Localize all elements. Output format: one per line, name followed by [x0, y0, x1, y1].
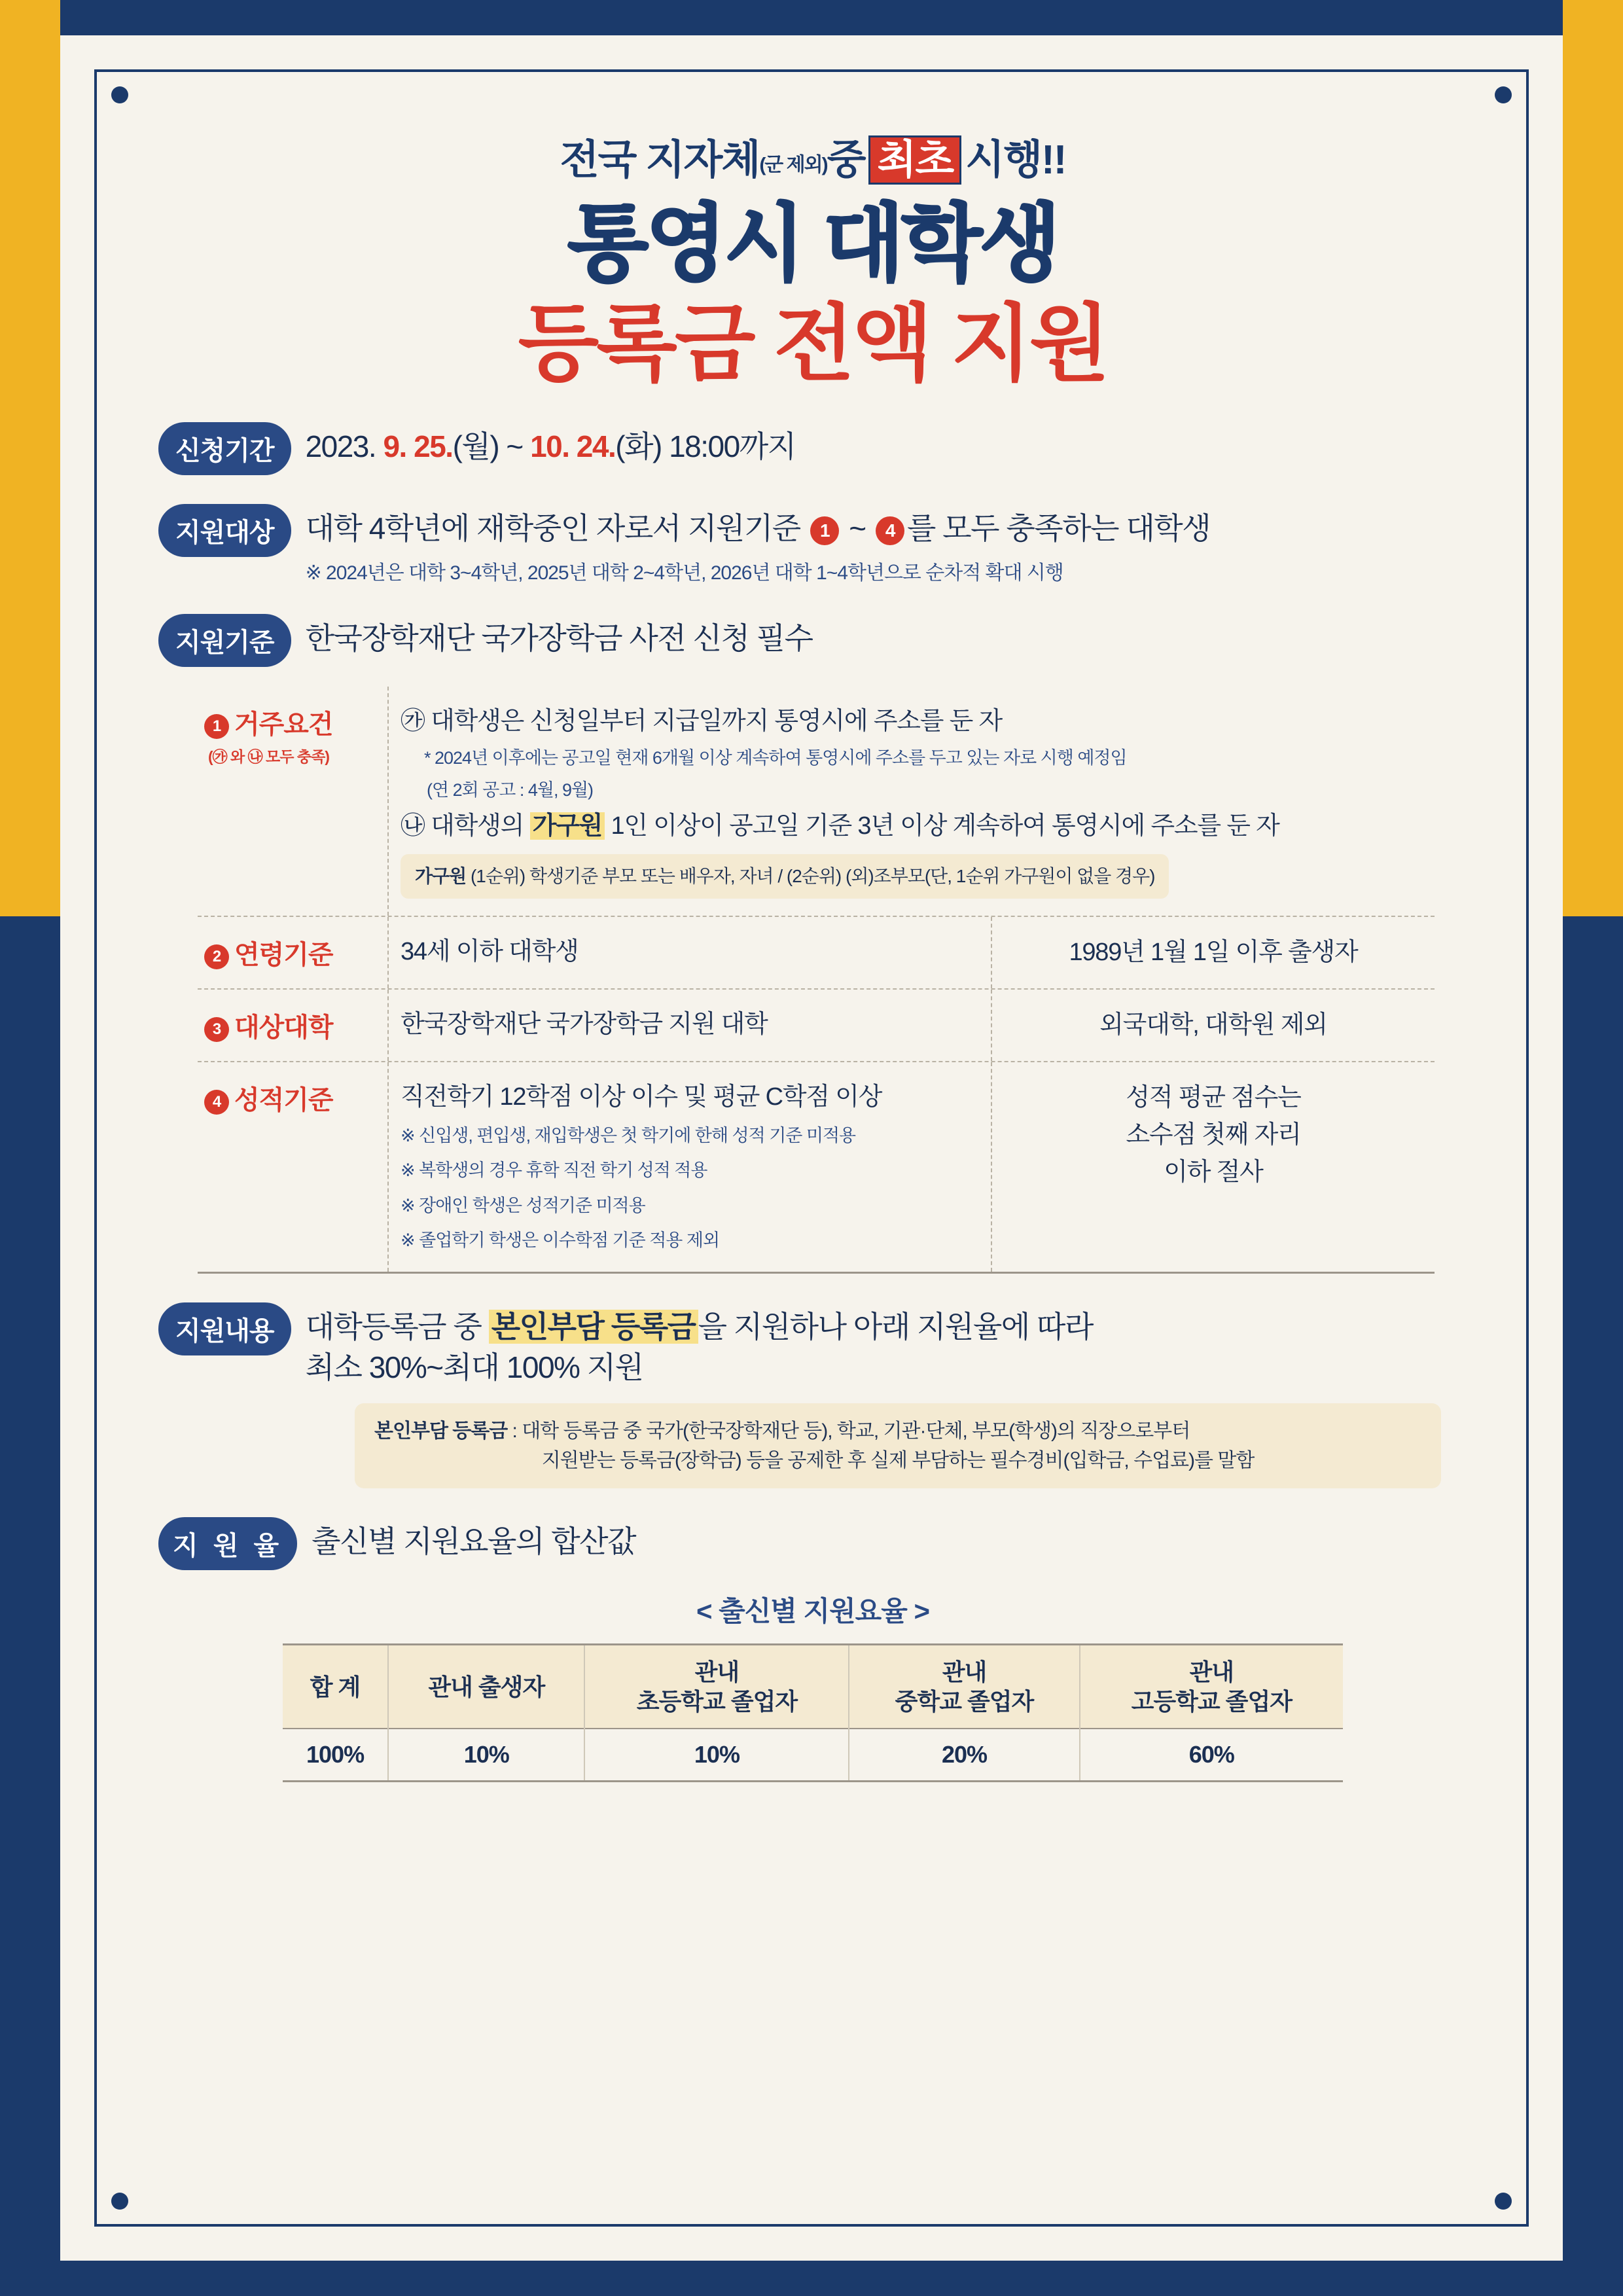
eligibility-num-4: 4 [876, 516, 904, 545]
criteria-table-bottom-rule [198, 1272, 1435, 1274]
criteria-row-age [198, 916, 1435, 988]
self-paid-note-line1 [374, 1416, 1421, 1446]
rate-header-total [283, 1645, 388, 1729]
section-criteria [158, 614, 1467, 667]
criteria-label-residence [198, 687, 387, 916]
criteria-label-grades [198, 1062, 387, 1272]
criteria-number-1: 1 [204, 714, 229, 739]
self-paid-note-line2: 지원받는 등록금(장학금) 등을 공제한 후 실제 부담하는 필수경비(입학금, 수업료)를 말함 [541, 1450, 1255, 1472]
table-row [283, 1729, 1343, 1782]
residence-note-1: * 2024년 이후에는 공고일 현재 6개월 이상 계속하여 통영시에 주소를 두고 있는 자로 시행 예정임 [424, 748, 1127, 768]
eyebrow-line [158, 127, 1467, 185]
criteria-body-residence [387, 687, 1435, 916]
criteria-right-age: 1989년 1월 1일 이후 출생자 [991, 917, 1435, 988]
label-criteria: 지원기준 [158, 614, 291, 667]
rate-header-middle [849, 1645, 1079, 1729]
rate-header-elementary [584, 1645, 849, 1729]
criteria-name-3: 대상대학 [234, 1013, 333, 1043]
gold-side-bar-right [1563, 0, 1623, 916]
support-line-1 [306, 1306, 1093, 1347]
section-eligibility [158, 504, 1467, 585]
grades-right-line1: 성적 평균 점수는 [1126, 1084, 1301, 1112]
rate-table-body [283, 1729, 1343, 1782]
poster-content [158, 127, 1467, 1782]
grades-note-3: ※ 장애인 학생은 성적기준 미적용 [401, 1195, 645, 1215]
residence-b-post: 1인 이상이 공고일 기준 3년 이상 계속하여 통영시에 주소를 둔 자 [605, 812, 1279, 840]
criteria-label-university [198, 990, 387, 1061]
label-support-rate: 지 원 율 [158, 1517, 297, 1570]
section-support-rate [158, 1517, 1467, 1570]
residence-line-a: ㉮ 대학생은 신청일부터 지급일까지 통영시에 주소를 둔 자 [401, 708, 1002, 736]
eligibility-mid: ~ [842, 511, 873, 546]
residence-b-highlight: 가구원 [530, 812, 605, 840]
criteria-name-1: 거주요건 [234, 710, 333, 740]
eyebrow-pre: 전국 지자체 [560, 137, 760, 183]
eyebrow-post: 시행!! [965, 137, 1066, 183]
household-note-label: 가구원 [415, 865, 467, 886]
label-support-content: 지원내용 [158, 1302, 291, 1355]
eligibility-pre: 대학 4학년에 재학중인 자로서 지원기준 [305, 511, 808, 546]
rate-value-total: 100% [306, 1741, 365, 1768]
period-mid: (월) ~ [452, 429, 531, 464]
grades-note-1: ※ 신입생, 편입생, 재입학생은 첫 학기에 한해 성적 기준 미적용 [401, 1126, 856, 1146]
criteria-name-4: 성적기준 [234, 1086, 333, 1115]
support-rate-table [283, 1643, 1343, 1782]
criteria-right-university: 외국대학, 대학원 제외 [991, 990, 1435, 1061]
rate-value-born: 10% [388, 1729, 584, 1782]
rate-value-middle: 20% [849, 1729, 1079, 1782]
eyebrow-highlight: 최초 [868, 135, 961, 185]
eligibility-post: 를 모두 충족하는 대학생 [906, 511, 1211, 546]
criteria-name-2: 연령기준 [234, 941, 333, 970]
criteria-number-3: 3 [204, 1017, 229, 1042]
eligibility-num-1: 1 [810, 516, 839, 545]
navy-side-bar-left [0, 916, 60, 2296]
corner-dot-bottom-right [1495, 2193, 1512, 2210]
poster-sheet [60, 35, 1563, 2261]
criteria-number-4: 4 [204, 1090, 229, 1115]
rate-table-head [283, 1645, 1343, 1729]
criteria-number-2: 2 [204, 944, 229, 969]
rate-value-high: 60% [1080, 1729, 1343, 1782]
eyebrow-mid: 중 [827, 137, 865, 183]
rate-header-elementary-l1: 관내 [694, 1659, 740, 1686]
rate-header-elementary-l2: 초등학교 졸업자 [636, 1688, 798, 1715]
criteria-sub-1: (㉮ 와 ㉯ 모두 충족) [208, 748, 329, 766]
rate-header-middle-l2: 중학교 졸업자 [895, 1688, 1034, 1715]
grades-right-line3: 이하 절사 [1164, 1158, 1263, 1187]
corner-dot-bottom-left [111, 2193, 128, 2210]
rate-header-high-l2: 고등학교 졸업자 [1131, 1688, 1292, 1715]
eligibility-note: ※ 2024년은 대학 3~4학년, 2025년 대학 2~4학년, 2026년 대학 1~4학년으로 순차적 확대 시행 [305, 562, 1063, 584]
residence-line-b [401, 808, 1423, 844]
criteria-row-residence [198, 687, 1435, 916]
criteria-body-grades [387, 1062, 991, 1272]
grades-note-2: ※ 복학생의 경우 휴학 직전 학기 성적 적용 [401, 1160, 707, 1181]
rate-value-elementary: 10% [584, 1729, 849, 1782]
criteria-body-university: 한국장학재단 국가장학금 지원 대학 [387, 990, 991, 1061]
corner-dot-top-left [111, 86, 128, 103]
rate-header-born-l1: 관내 출생자 [428, 1673, 545, 1700]
section-application-period [158, 422, 1467, 475]
corner-dot-top-right [1495, 86, 1512, 103]
period-pre: 2023. [305, 429, 383, 464]
gold-side-bar-left [0, 0, 60, 916]
rate-header-middle-l1: 관내 [942, 1659, 987, 1686]
household-note-text: (1순위) 학생기준 부모 또는 배우자, 자녀 / (2순위) (외)조부모(단, 1순위 가구원이 없을 경우) [470, 865, 1155, 886]
application-period-text [306, 422, 796, 467]
section-support-content [158, 1302, 1467, 1388]
self-paid-note-text1: : 대학 등록금 중 국가(한국장학재단 등), 학교, 기관·단체, 부모(학생)의 직장으로부터 [507, 1420, 1190, 1443]
eyebrow-paren: (군 제외) [759, 154, 827, 176]
support-rate-headline: 출신별 지원요율의 합산값 [312, 1524, 636, 1559]
support-line1-highlight: 본인부담 등록금 [489, 1310, 698, 1344]
self-paid-note-label: 본인부담 등록금 [374, 1420, 508, 1443]
criteria-table [198, 687, 1435, 1274]
criteria-right-grades [991, 1062, 1435, 1272]
rate-header-born [388, 1645, 584, 1729]
grades-note-4: ※ 졸업학기 학생은 이수학점 기준 적용 제외 [401, 1230, 720, 1250]
label-application-period: 신청기간 [158, 422, 291, 475]
page-title-line2: 등록금 전액 지원 [518, 297, 1108, 391]
period-date-end: 10. 24. [530, 429, 616, 464]
support-line-2: 최소 30%~최대 100% 지원 [305, 1350, 643, 1385]
grades-main-text: 직전학기 12학점 이상 이수 및 평균 C학점 이상 [401, 1083, 882, 1111]
criteria-row-university [198, 988, 1435, 1061]
criteria-headline: 한국장학재단 국가장학금 사전 신청 필수 [305, 621, 813, 656]
eligibility-text [306, 504, 1211, 548]
criteria-body-age: 34세 이하 대학생 [387, 917, 991, 988]
support-content-text [306, 1302, 1093, 1388]
grades-right-line2: 소수점 첫째 자리 [1126, 1121, 1301, 1149]
rate-table-title: < 출신별 지원요율 > [696, 1596, 930, 1627]
period-post: (화) 18:00까지 [615, 429, 796, 464]
period-date-start: 9. 25. [383, 429, 453, 464]
support-line1-post: 을 지원하나 아래 지원율에 따라 [698, 1309, 1093, 1344]
page-title-line1: 통영시 대학생 [567, 197, 1058, 291]
residence-b-pre: ㉯ 대학생의 [401, 812, 530, 840]
support-line1-pre: 대학등록금 중 [305, 1309, 489, 1344]
criteria-row-grades [198, 1061, 1435, 1272]
navy-side-bar-right [1563, 916, 1623, 2296]
rate-header-high-l1: 관내 [1189, 1659, 1234, 1686]
rate-table-header-row [283, 1645, 1343, 1729]
label-eligibility: 지원대상 [158, 504, 291, 557]
criteria-label-age [198, 917, 387, 988]
self-paid-tuition-note [355, 1403, 1441, 1488]
rate-header-high [1080, 1645, 1343, 1729]
residence-note-2: (연 2회 공고 : 4월, 9월) [427, 780, 594, 800]
rate-header-total-l1: 합 계 [310, 1673, 361, 1700]
eligibility-body [306, 504, 1211, 585]
household-member-note [401, 854, 1169, 899]
